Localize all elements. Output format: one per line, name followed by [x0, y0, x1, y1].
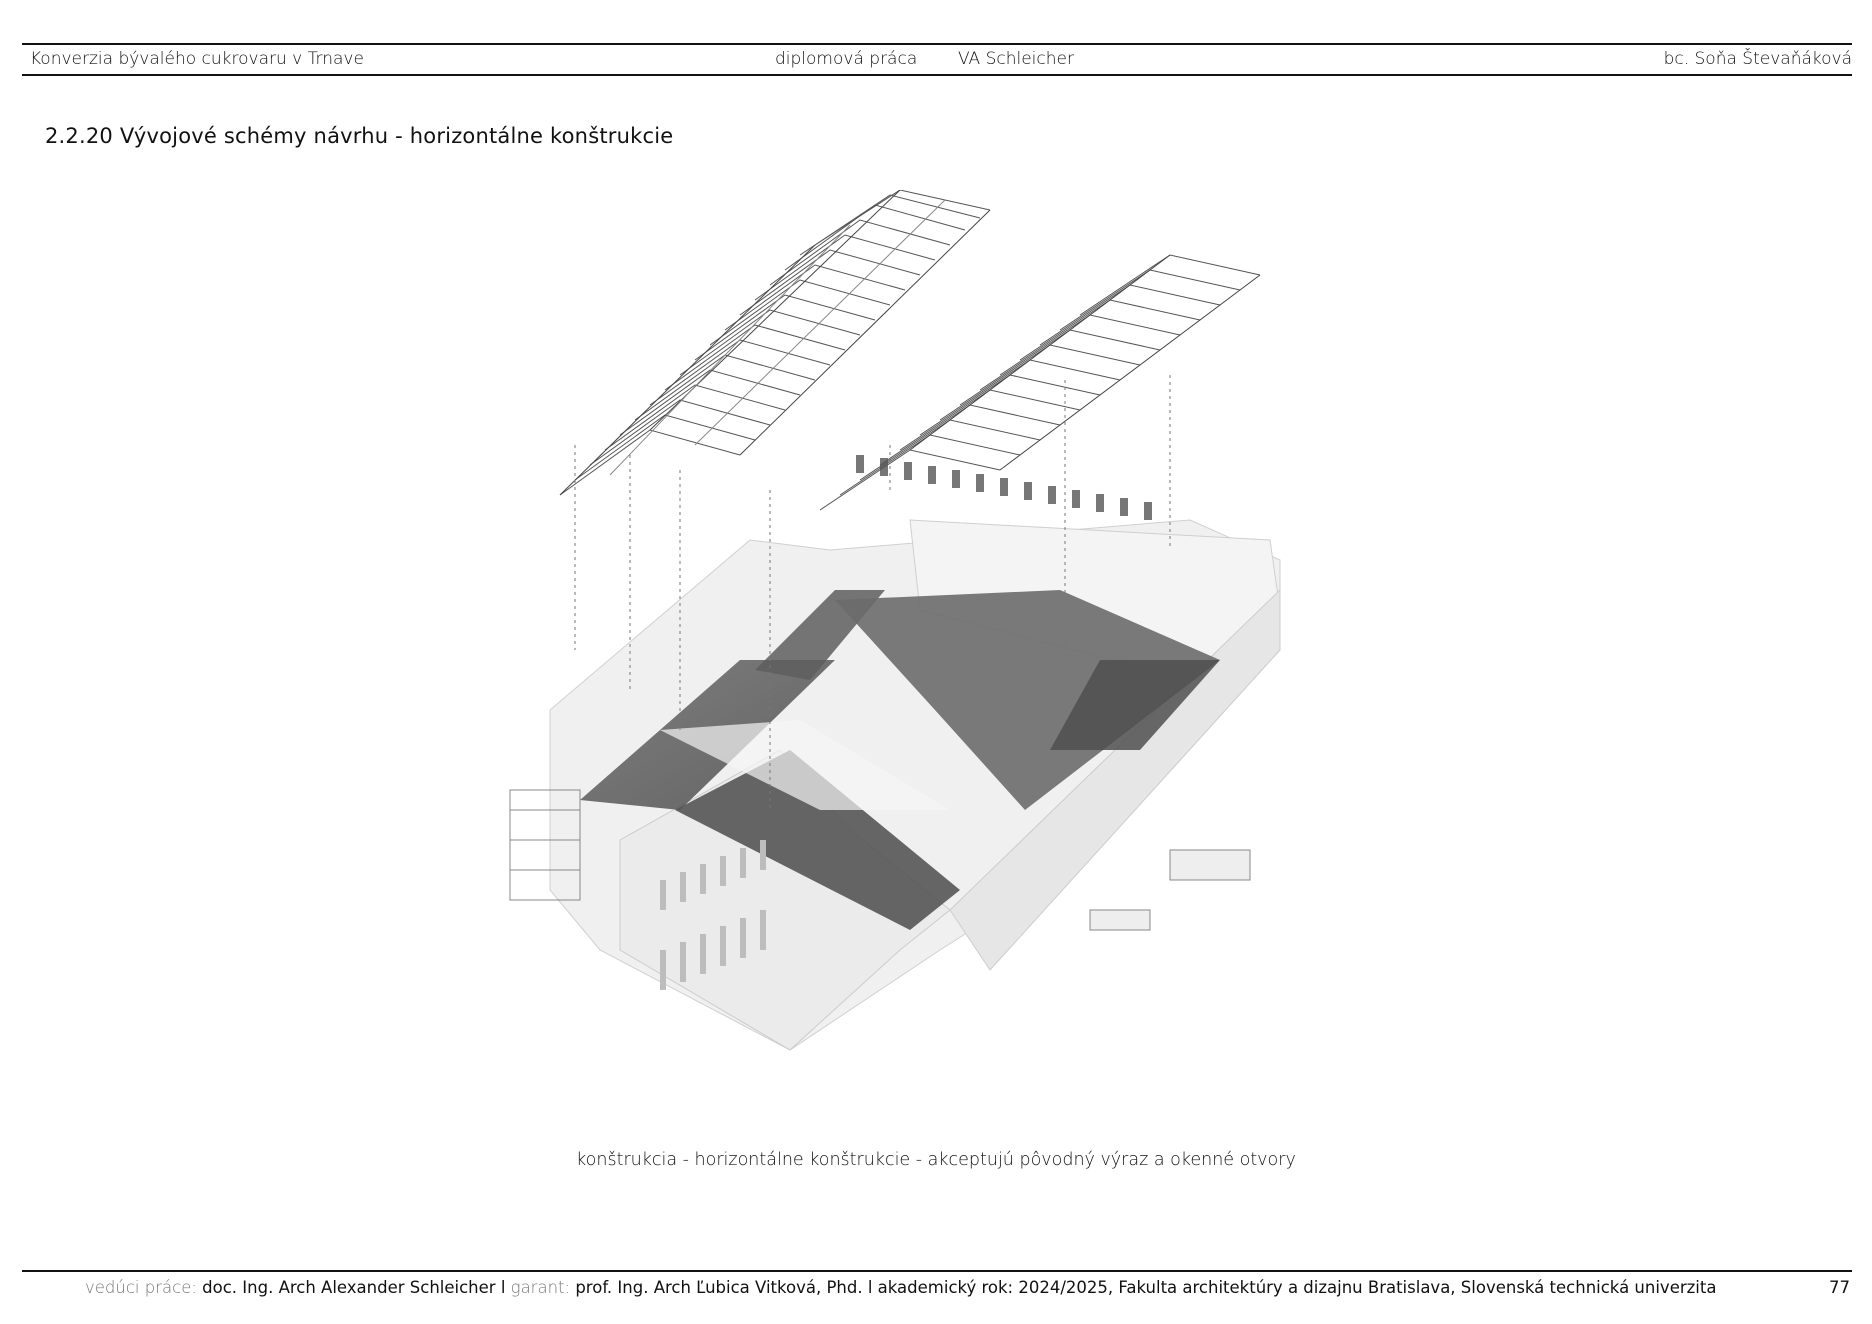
page-number: 77	[1829, 1278, 1850, 1297]
facade-windows	[856, 455, 1152, 520]
footer-supervisor-label: vedúci práce:	[85, 1278, 197, 1297]
footer-rule	[22, 1270, 1852, 1272]
header-studio: VA Schleicher	[958, 49, 1074, 69]
header-author: bc. Soňa Števaňáková	[1663, 49, 1852, 69]
footer-separator: l	[867, 1278, 873, 1297]
building-axonometry-illustration	[490, 190, 1320, 1090]
header-work-type: diplomová práca	[775, 49, 918, 69]
footer-guarantor-label: garant:	[510, 1278, 571, 1297]
footer-separator: l	[500, 1278, 506, 1297]
footer-guarantor: prof. Ing. Arch Ľubica Vitková, Phd.	[575, 1278, 863, 1297]
footer-supervisor: doc. Ing. Arch Alexander Schleicher	[202, 1278, 496, 1297]
footer-institution: akademický rok: 2024/2025, Fakulta architektúry a dizajnu Bratislava, Slovenská technická univerzita	[877, 1278, 1717, 1297]
page-footer	[85, 1278, 1852, 1297]
header-rule-bottom	[22, 74, 1852, 76]
section-title: 2.2.20 Vývojové schémy návrhu - horizontálne konštrukcie	[45, 124, 674, 148]
header-project: Konverzia bývalého cukrovaru v Trnave	[30, 49, 364, 69]
axonometric-drawing	[490, 190, 1320, 1090]
figure-caption: konštrukcia - horizontálne konštrukcie - akceptujú pôvodný výraz a okenné otvory	[576, 1150, 1296, 1170]
page-header	[30, 47, 1852, 73]
header-rule-top	[22, 43, 1852, 45]
